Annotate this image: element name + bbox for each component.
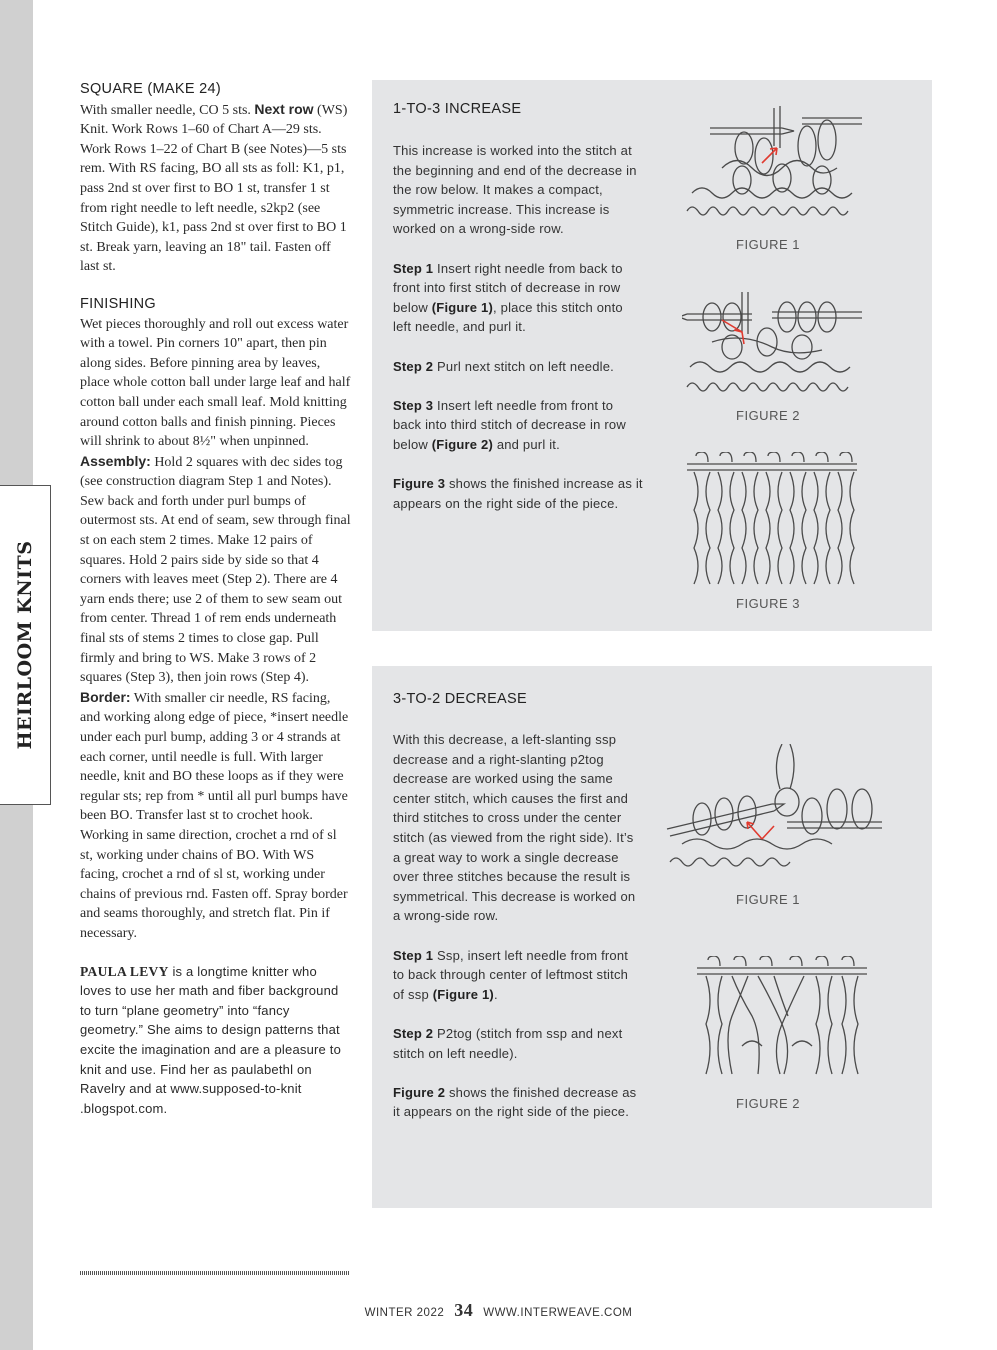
- next-row-label: Next row: [254, 100, 314, 117]
- border-label: Border:: [80, 688, 131, 705]
- decrease-figure-1-caption: FIGURE 1: [736, 892, 800, 907]
- finishing-text: Wet pieces thoroughly and roll out excess water with a towel. Pin corners 10" apart, then pin along sides. Before pinning area by leaves, place whole cotton ball under large leaf and half cotton ball under each small leaf. Mold knitting around cotton balls and finish pinning. Pieces will shrink to about 8½" when unpinned. Assembly: Hold 2 squares with dec sides tog (see construction diagram Step 1 and Notes). Sew back and forth under purl bumps of outermost sts. At end of seam, sew through final st on each stem 2 times. Make 12 pairs of squares. Hold 2 pairs side by side so that 4 corners with leaves meet (Step 2). There are 4 yarn ends there; use 2 of them to sew seam out from center. Thread 1 of rem ends underneath final sts of stems 2 times to close gap. Pull firmly and bring to WS. Make 3 rows of 2 squares (Step 3), then join rows (Step 4). Border: With smaller cir needle, RS facing, and working along edge of piece, *insert needle under each purl bump, adding 3 or 4 strands at each corner, until needle is full. With larger needle, knit and BO these loops as if they were regular sts; rep from * until all purl bumps have been BO. Transfer last st to crochet hook. Working in same direction, crochet a rnd of sl st, working under chains of BO. With WS facing, crochet a rnd of sl st, working under chains of previous rnd. Fasten off. Spray border and seams thoroughly, and stretch flat. Pin if necessary.: [80, 316, 351, 941]
- increase-figure-2-illustration: [682, 292, 862, 402]
- increase-figure-2: [682, 292, 902, 402]
- decrease-sidebar-box: [372, 666, 932, 1208]
- increase-figure-1-caption: FIGURE 1: [736, 237, 800, 252]
- column-end-rule: [80, 1271, 349, 1275]
- square-heading: SQUARE (MAKE 24): [80, 81, 221, 97]
- increase-instructions: This increase is worked into the stitch at the beginning and end of the decrease in the row below. It makes a compact, symmetric increase. This increase is worked on a wrong-side row. Step 1 Insert right needle from back to front into first stitch of decrease in row below (Figure 1), place this stitch onto left needle, and purl it. Step 2 Purl next stitch on left needle. Step 3 Insert left needle from front to back into third stitch of decrease in row below (Figure 2) and purl it. Figure 3 shows the finished increase as it appears on the right side of the piece.: [393, 143, 643, 511]
- increase-figure-2-caption: FIGURE 2: [736, 408, 800, 423]
- designer-bio: PAULA LEVY is a longtime knitter who loves to use her math and fiber background to turn “plane geometry” into “fancy geometry.” She aims to design patterns that excite the imagination and are a pleasure to knit and use. Find her as paulabethl on Ravelry and at www.supposed-to-knit .blogspot.com.: [80, 963, 342, 1116]
- page-number: 34: [454, 1300, 474, 1320]
- section-tab-label: HEIRLOOM KNITS: [14, 540, 36, 750]
- pattern-column: [80, 80, 352, 1118]
- decrease-figure-2-illustration: [692, 956, 872, 1086]
- finishing-heading: FINISHING: [80, 295, 157, 312]
- decrease-figure-1: [662, 744, 882, 884]
- decrease-figure-2-caption: FIGURE 2: [736, 1096, 800, 1111]
- issue-label: WINTER 2022: [364, 1307, 445, 1319]
- website-link[interactable]: WWW.INTERWEAVE.COM: [483, 1307, 633, 1319]
- decrease-figure-1-illustration: [662, 744, 892, 884]
- square-text: With smaller needle, CO 5 sts. Next row (WS) Knit. Work Rows 1–60 of Chart A—29 sts. Work Rows 1–22 of Chart B (see Notes)—5 sts rem. With RS facing, BO all sts as foll: K1, p1, pass 2nd st over first to BO 1 st, transfer 1 st from right needle to left needle, s2kp2 (see Stitch Guide), k1, pass 2nd st over first to BO 1 st. Break yarn, leaving an 18" tail. Fasten off last st.: [80, 100, 348, 275]
- designer-name: PAULA LEVY: [80, 963, 169, 979]
- page-footer: [0, 1300, 997, 1321]
- increase-figure-3: [682, 452, 902, 592]
- increase-sidebar-box: [372, 80, 932, 631]
- increase-figure-1-illustration: [682, 98, 862, 228]
- decrease-heading: 3-TO-2 DECREASE: [393, 691, 527, 707]
- increase-figure-1: [682, 98, 902, 228]
- increase-heading: 1-TO-3 INCREASE: [393, 101, 522, 117]
- increase-figure-3-illustration: [682, 452, 862, 592]
- decrease-figure-2: [692, 956, 912, 1086]
- increase-figure-3-caption: FIGURE 3: [736, 596, 800, 611]
- assembly-label: Assembly:: [80, 452, 151, 469]
- decrease-instructions: With this decrease, a left-slanting ssp decrease and a right-slanting p2tog decrease are worked using the same center stitch, which causes the first and third stitches to cross under the center stitch (as viewed from the right side). It’s a great way to work a single decrease over three stitches because the result is symmetrical. This decrease is worked on a wrong-side row. Step 1 Ssp, insert left needle from front to back through center of leftmost stitch of ssp (Figure 1). Step 2 P2tog (stitch from ssp and next stitch on left needle). Figure 2 shows the finished decrease as it appears on the right side of the piece.: [393, 732, 637, 1120]
